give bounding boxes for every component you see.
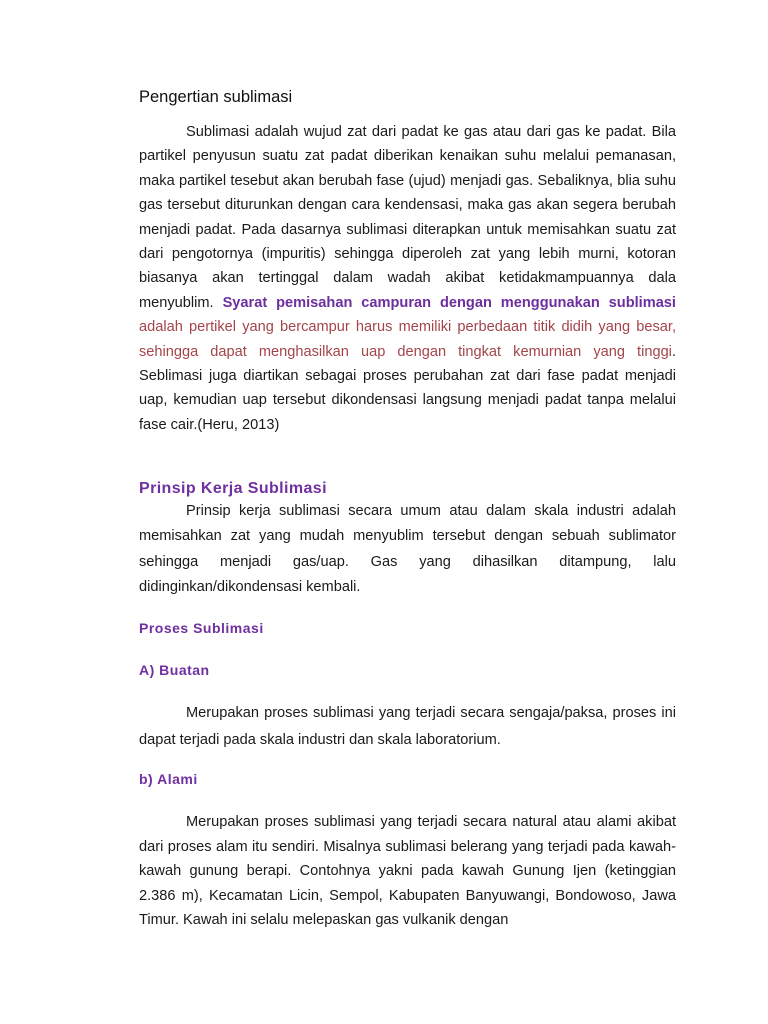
requirement-detail: adalah pertikel yang bercampur harus memiliki perbedaan titik didih yang besar, sehingga dapat menghasilkan uap dengan tingkat kemurnian yang tinggi <box>139 319 676 360</box>
section-title-proses: Proses Sublimasi <box>139 620 264 636</box>
definition-text: Sublimasi adalah wujud zat dari padat ke gas atau dari gas ke padat. Bila partikel penyusun suatu zat padat diberikan kenaikan suhu melalui pemanasan, maka partikel tesebut akan berubah fase (ujud) menjadi gas. Sebaliknya, blia suhu gas tersebut diturunkan dengan cara kendensasi, maka gas akan segera berubah menjadi padat. Pada dasarnya sublimasi diterapkan untuk memisahkan suatu zat dari pengotornya (impuritis) sehingga diperoleh zat yang lebih murni, kotoran biasanya akan tertinggal dalam wadah akibat ketidakmampuannya dala menyublim. <box>139 124 676 311</box>
highlight-requirement: Syarat pemisahan campuran dengan menggunakan sublimasi <box>222 294 676 311</box>
paragraph-buatan: Merupakan proses sublimasi yang terjadi secara sengaja/paksa, proses ini dapat terjadi pada skala industri dan skala laboratorium. <box>139 705 676 748</box>
paragraph-definition <box>139 120 676 437</box>
paragraph-prinsip: Prinsip kerja sublimasi secara umum atau dalam skala industri adalah memisahkan zat yang mudah menyublim tersebut dengan sebuah sublimator sehingga menjadi gas/uap. Gas yang dihasilkan ditampung, lalu didinginkan/dikondensasi kembali. <box>139 503 676 595</box>
page-title: Pengertian sublimasi <box>139 88 293 106</box>
subsection-title-buatan: A) Buatan <box>139 662 210 678</box>
paragraph-alami: Merupakan proses sublimasi yang terjadi secara natural atau alami akibat dari proses alam itu sendiri. Misalnya sublimasi belerang yang terjadi pada kawah-kawah gunung berapi. Contohnya yakni pada kawah Gunung Ijen (ketinggian 2.386 m), Kecamatan Licin, Sempol, Kabupaten Banyuwangi, Bondowoso, Jawa Timur. Kawah ini selalu melepaskan gas vulkanik dengan <box>139 814 676 929</box>
definition-continuation: . Seblimasi juga diartikan sebagai proses perubahan zat dari fase padat menjadi uap, kemudian uap tersebut dikondensasi langsung menjadi padat tanpa melalui fase cair.(Heru, 2013) <box>139 343 676 433</box>
section-title-prinsip: Prinsip Kerja Sublimasi <box>139 480 327 497</box>
subsection-title-alami: b) Alami <box>139 771 198 787</box>
